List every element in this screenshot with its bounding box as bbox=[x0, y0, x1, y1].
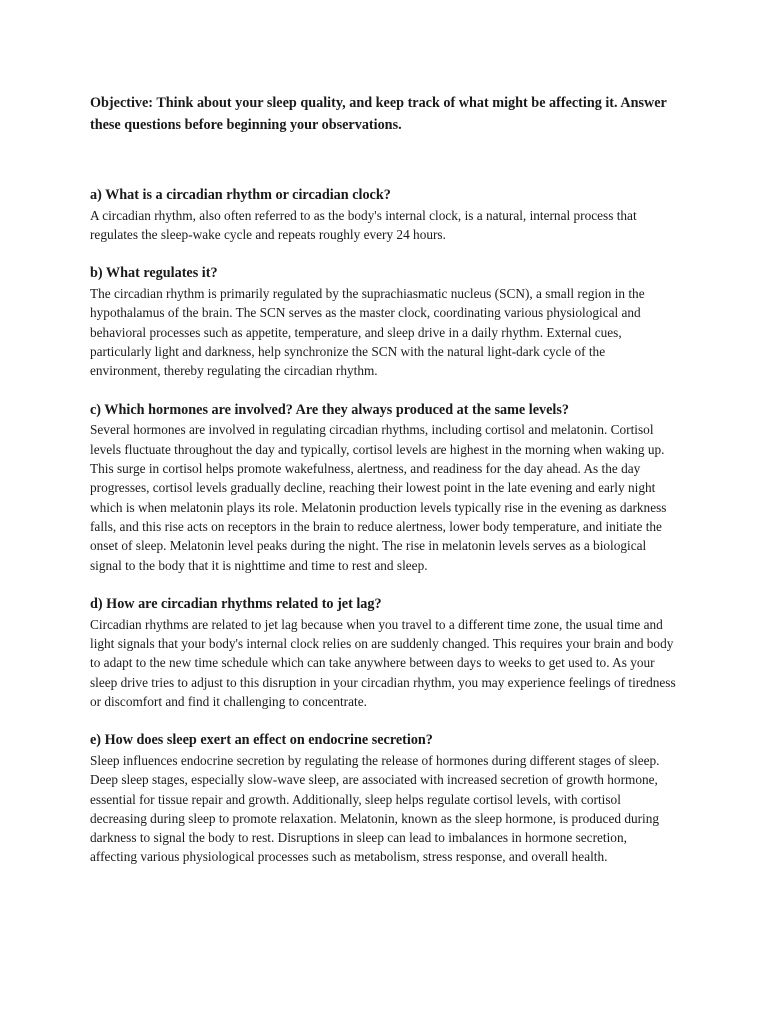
question-heading: c) Which hormones are involved? Are they always produced at the same levels? bbox=[90, 401, 569, 418]
qa-section-c bbox=[90, 401, 676, 575]
answer-paragraph: The circadian rhythm is primarily regulated by the suprachiasmatic nucleus (SCN), a small region in the hypothalamus of the brain. The SCN serves as the master clock, coordinating various physiological and behavioral processes such as appetite, temperature, and sleep drive in a daily rhythm. External cues, particularly light and darkness, help synchronize the SCN with the natural light-dark cycle of the environment, thereby regulating the circadian rhythm. bbox=[90, 286, 645, 379]
document-body bbox=[90, 93, 676, 887]
qa-section-d bbox=[90, 595, 676, 711]
qa-section-e bbox=[90, 731, 676, 867]
answer-paragraph: Several hormones are involved in regulating circadian rhythms, including cortisol and melatonin. Cortisol levels fluctuate throughout the day and typically, cortisol levels are highest in the morning when waking up. This surge in cortisol helps promote wakefulness, alertness, and readiness for the day ahead. As the day progresses, cortisol levels gradually decline, reaching their lowest point in the late evening and early night which is when melatonin plays its role. Melatonin production levels typically rise in the evening as darkness falls, and this rise acts on receptors in the brain to reduce alertness, lower body temperature, and initiate the onset of sleep. Melatonin level peaks during the night. The rise in melatonin levels serves as a biological signal to the body that it is nighttime and time to rest and sleep. bbox=[90, 422, 667, 573]
question-heading: e) How does sleep exert an effect on endocrine secretion? bbox=[90, 732, 433, 749]
answer-paragraph: Circadian rhythms are related to jet lag because when you travel to a different time zone, the usual time and light signals that your body's internal clock relies on are suddenly changed. This requires your brain and body to adapt to the new time schedule which can take anywhere between days to weeks to get used to. As your sleep drive tries to adjust to this disruption in your circadian rhythm, you may experience feelings of tiredness or discomfort and find it challenging to concentrate. bbox=[90, 616, 676, 709]
qa-section-a bbox=[90, 186, 676, 244]
answer-paragraph: A circadian rhythm, also often referred to as the body's internal clock, is a natural, internal process that regulates the sleep-wake cycle and repeats roughly every 24 hours. bbox=[90, 207, 637, 243]
question-heading: d) How are circadian rhythms related to jet lag? bbox=[90, 595, 382, 612]
question-heading: b) What regulates it? bbox=[90, 265, 218, 282]
objective-text: Objective: Think about your sleep quality, and keep track of what might be affecting it. Answer these questions before beginning your observations. bbox=[90, 95, 667, 133]
qa-section-b bbox=[90, 264, 676, 380]
answer-paragraph: Sleep influences endocrine secretion by regulating the release of hormones during different stages of sleep. Deep sleep stages, especially slow-wave sleep, are associated with increased secretion of growth hormone, essential for tissue repair and growth. Additionally, sleep helps regulate cortisol levels, with cortisol decreasing during sleep to promote relaxation. Melatonin, known as the sleep hormone, is produced during darkness to signal the body to rest. Disruptions in sleep can lead to imbalances in hormone secretion, affecting various physiological processes such as metabolism, stress response, and overall health. bbox=[90, 752, 660, 865]
question-heading: a) What is a circadian rhythm or circadian clock? bbox=[90, 187, 391, 203]
